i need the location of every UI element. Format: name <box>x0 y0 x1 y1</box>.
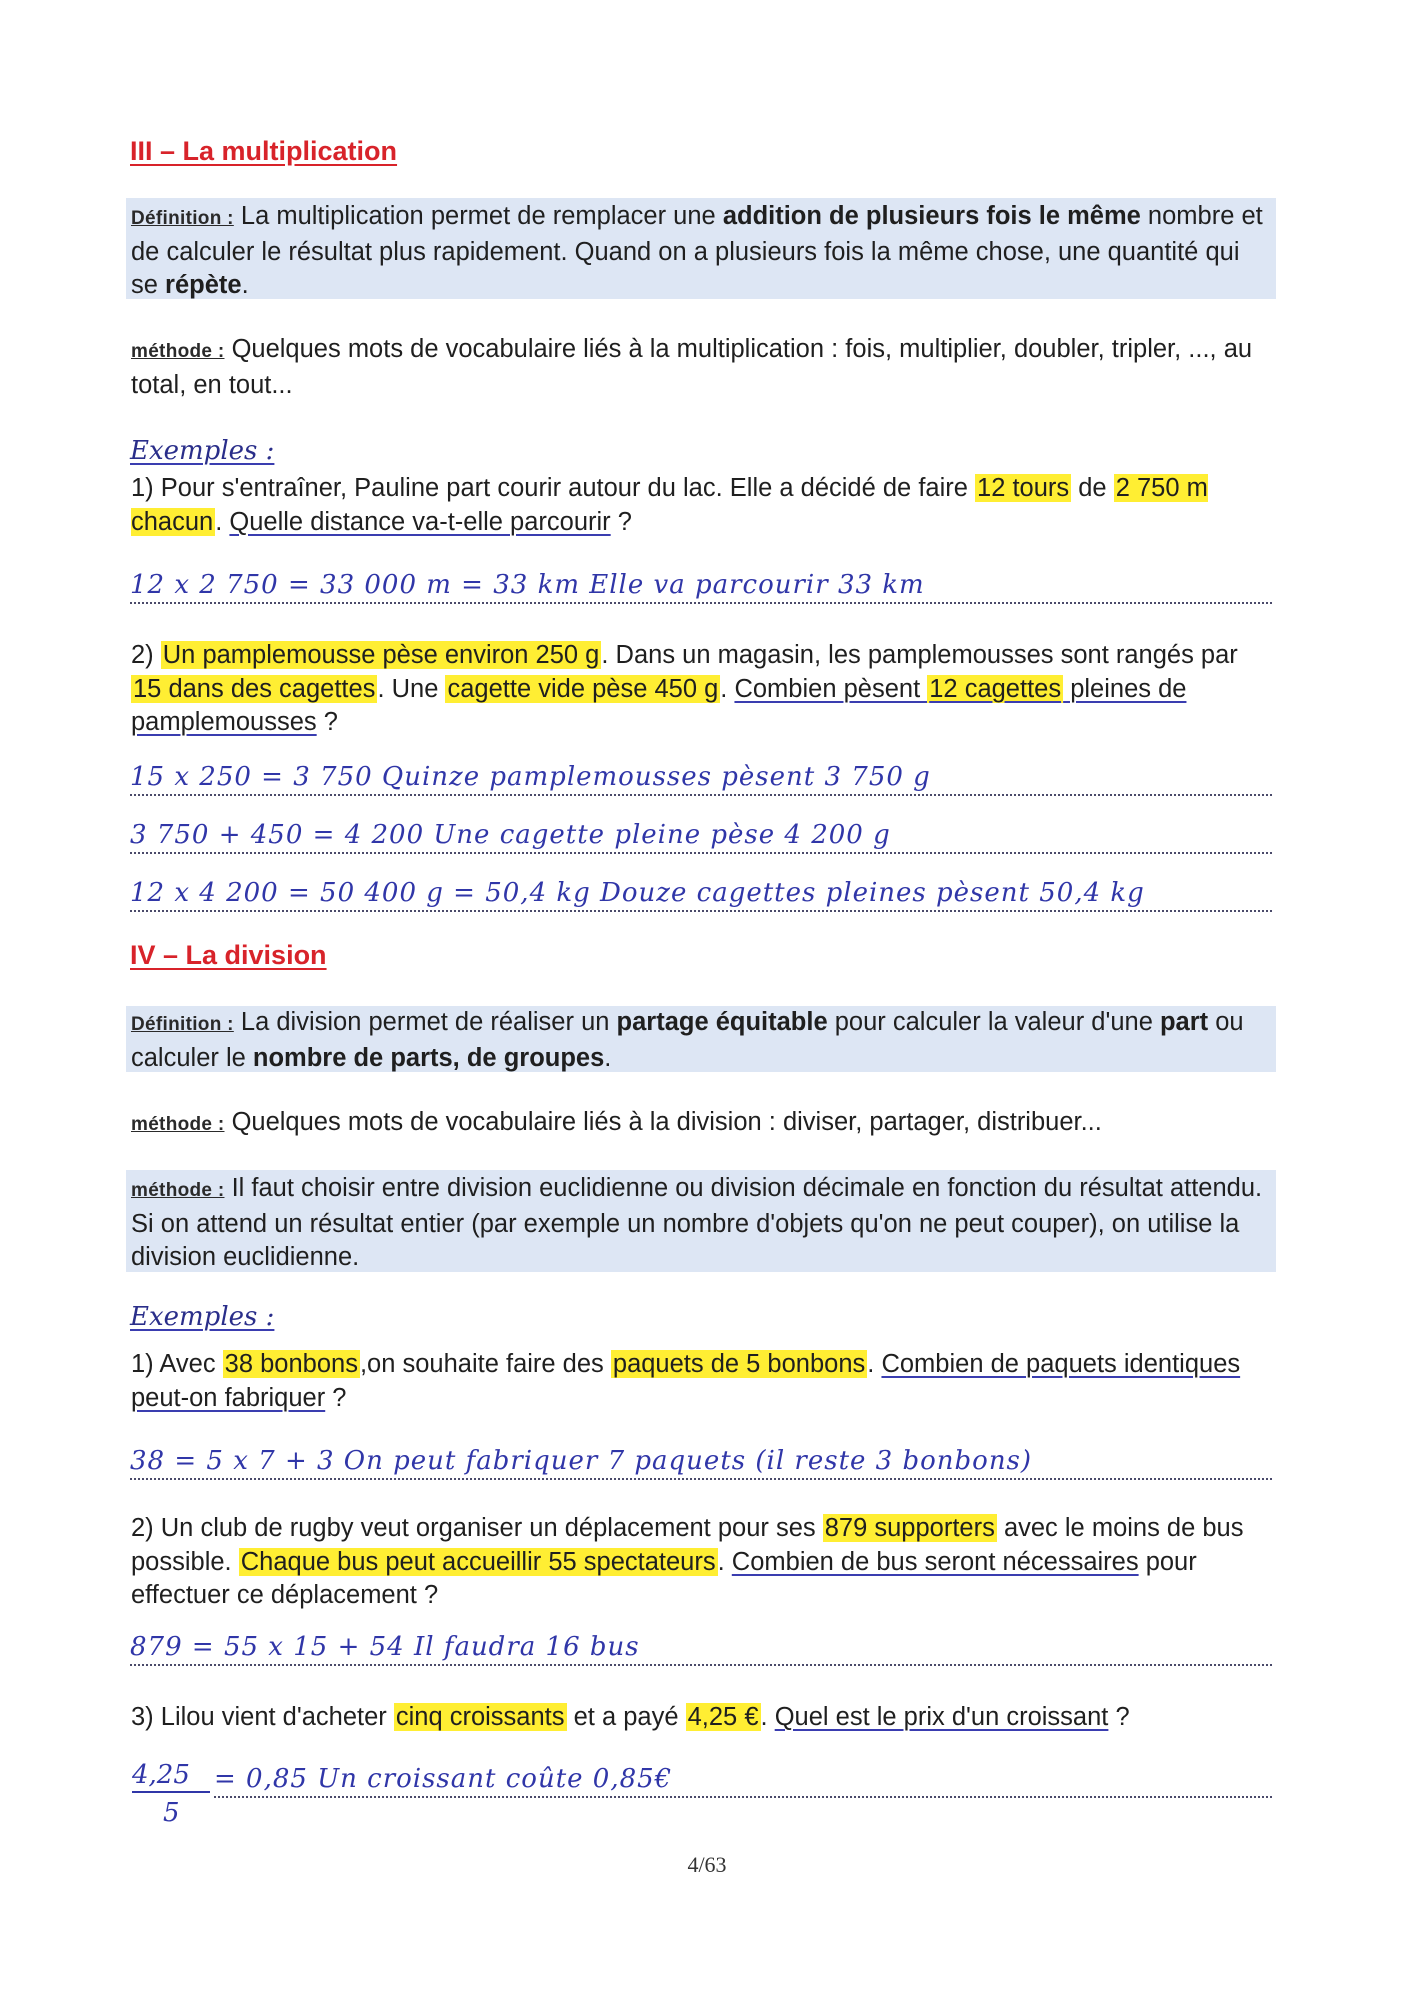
question: pleines de pamplemousses <box>131 674 1187 736</box>
highlight: 879 supporters <box>824 1514 995 1542</box>
handwritten-answer: 879 = 55 x 15 + 54 Il faudra 16 bus <box>130 1630 1272 1666</box>
question: Combien pèsent <box>734 674 928 703</box>
highlight: Un pamplemousse pèse environ 250 g <box>162 641 600 669</box>
section-title-division: IV – La division <box>130 940 327 970</box>
handwritten-answer: 12 x 2 750 = 33 000 m = 33 km Elle va parcourir 33 km <box>130 568 1272 604</box>
handwritten-answer: 38 = 5 x 7 + 3 On peut fabriquer 7 paquets (il reste 3 bonbons) <box>130 1444 1272 1480</box>
fraction-numerator: 4,25 <box>132 1760 190 1790</box>
handwritten-answer: 3 750 + 450 = 4 200 Une cagette pleine pèse 4 200 g <box>130 818 1272 854</box>
highlight: cagette vide pèse 450 g <box>447 674 719 703</box>
question: Combien de bus seront nécessaires <box>731 1547 1139 1576</box>
highlight: 4,25 € <box>687 1703 759 1731</box>
method-label: méthode : <box>131 341 225 362</box>
definition-multiplication: Définition : La multiplication permet de remplacer une addition de plusieurs fois le même nombre et de calculer le résultat plus rapidement. Quand on a plusieurs fois la même chose, une quantité qui se répète. <box>131 202 1263 299</box>
examples-label-division: Exemples : <box>130 1302 275 1332</box>
example-2-division: 2) Un club de rugby veut organiser un déplacement pour ses 879 supporters avec le moins de bus possible. Chaque bus peut accueillir 55 spectateurs. Combien de bus seront nécessaires pour effectuer ce déplacement ? <box>131 1514 1244 1609</box>
page-number: 4/63 <box>687 1852 727 1877</box>
question: Quel est le prix d'un croissant <box>774 1703 1109 1731</box>
example-1-multiplication: 1) Pour s'entraîner, Pauline part courir autour du lac. Elle a décidé de faire 12 tours de 2 750 m chacun. Quelle distance va-t-elle parcourir ? <box>131 474 1208 536</box>
highlight: 12 tours <box>977 474 1070 502</box>
method-label: méthode : <box>131 1114 225 1135</box>
method-division-2: méthode : Il faut choisir entre division euclidienne ou division décimale en fonction du résultat attendu. Si on attend un résultat entier (par exemple un nombre d'objets qu'on ne peut couper), on utilise la division euclidienne. <box>131 1174 1263 1271</box>
highlight: cinq croissants <box>395 1703 565 1731</box>
method-multiplication: méthode : Quelques mots de vocabulaire liés à la multiplication : fois, multiplier, doubler, tripler, ..., au total, en tout... <box>131 335 1253 399</box>
definition-label: Définition : <box>131 208 234 229</box>
method-division-1: méthode : Quelques mots de vocabulaire liés à la division : diviser, partager, distribuer... <box>131 1108 1102 1136</box>
question: Combien de paquets identiques peut-on fabriquer <box>131 1350 1241 1412</box>
example-1-division: 1) Avec 38 bonbons,on souhaite faire des paquets de 5 bonbons. Combien de paquets identiques peut-on fabriquer ? <box>131 1350 1241 1412</box>
definition-label: Définition : <box>131 1014 234 1035</box>
example-2-multiplication: 2) Un pamplemousse pèse environ 250 g. Dans un magasin, les pamplemousses sont rangés par 15 dans des cagettes. Une cagette vide pèse 450 g. Combien pèsent 12 cagettes pleines de pamplemousses ? <box>131 641 1238 736</box>
highlight: 38 bonbons <box>224 1350 358 1378</box>
highlight: paquets de 5 bonbons <box>612 1350 866 1378</box>
handwritten-answer: 15 x 250 = 3 750 Quinze pamplemousses pèsent 3 750 g <box>130 760 1272 796</box>
method-label: méthode : <box>131 1180 225 1201</box>
fraction-bar <box>132 1791 210 1793</box>
highlight: 2 750 m chacun <box>131 474 1208 536</box>
definition-division: Définition : La division permet de réaliser un partage équitable pour calculer la valeur d'une part ou calculer le nombre de parts, de groupes. <box>131 1008 1244 1072</box>
handwritten-answer: 12 x 4 200 = 50 400 g = 50,4 kg Douze cagettes pleines pèsent 50,4 kg <box>130 876 1272 912</box>
highlight: 12 cagettes <box>929 674 1062 703</box>
section-title-multiplication: III – La multiplication <box>130 136 398 166</box>
question: Quelle distance va-t-elle parcourir <box>229 507 611 536</box>
handwritten-answer: = 0,85 Un croissant coûte 0,85€ <box>214 1762 1272 1798</box>
example-3-division: 3) Lilou vient d'acheter cinq croissants et a payé 4,25 €. Quel est le prix d'un croissant ? <box>131 1703 1130 1731</box>
highlight: 15 dans des cagettes <box>133 674 376 703</box>
highlight: Chaque bus peut accueillir 55 spectateurs <box>240 1547 716 1576</box>
examples-label-multiplication: Exemples : <box>130 436 275 466</box>
fraction-denominator: 5 <box>163 1798 180 1828</box>
